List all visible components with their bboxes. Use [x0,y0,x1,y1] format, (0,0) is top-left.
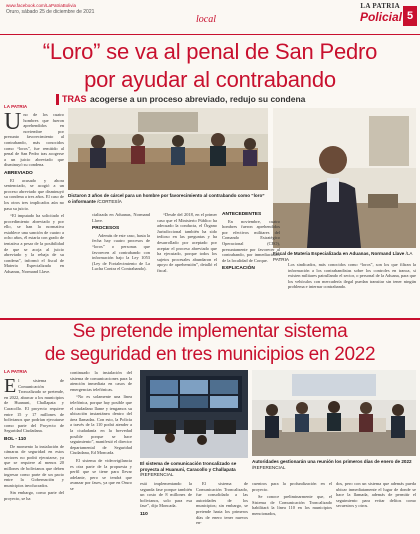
story2-paragraph: está implementando la segunda fase porque también un costo de 8 millones de bolivianos, solo para esa fase”, dijo Moncada. [140,481,192,509]
story1-subheading: ANTECEDENTES [222,212,262,217]
story1-headline-line1: “Loro” se va al penal de San Pedro [42,39,378,64]
issue-date: Oruro, sábado 25 de diciembre de 2021 [6,9,95,15]
story2-paragraph: El sistema de videovigilancia es otra parte de la propuesta y perfil que se tiene para llevar adelante, pero se tendrá que avanzar por fases, ya que en Oruro se [70,457,132,491]
story2-byline: LA PATRIA [4,369,28,374]
story2-headline [10,320,410,366]
story1-subhead: acogerse a un proceso abreviado, redujo su condena [90,94,306,104]
story2-column-3 [140,481,192,532]
story2-column-2 [70,370,132,532]
caption-credit: /REFERENCIAL [252,464,286,470]
story1-subheading: ABREVIADO [4,170,33,176]
story1-byline: LA PATRIA [4,104,28,109]
story2-column-1 [4,378,64,532]
dropcap: U [4,109,22,135]
story1-paragraph: En noviembre, cuatro hombres fueron aprehendidos por efectivos militares del Comando Estratégico Operacional (CEO), presuntamente por favorecer al contrabando, por inmediaciones de la localidad de Corque. [222,218,280,263]
story2-paragraph: El sistema de Comunicación Troncalizado, fue consolidado a las autoridades de los municipios; sin embargo, se pretende hasta los primeros días de enero tener nuevos en- [196,481,248,526]
caption-credit: /LA PATRIA [273,251,413,262]
story1-paragraph: “El imputado ha solicitado el procedimiento abreviado y por ello, se han la normativa establece una sanción de cuatro a ocho años, él estaría con grado de tentativa a pesar de la posibilidad de que se acoja al juicio abreviado y la rebaja de su condena”, informó el fiscal de Materia Especializada en Aduanas, Normand Llave. [4,213,64,275]
page-number: 5 [403,6,417,26]
story1-kicker: TRAS [62,94,87,104]
story2-paragraph: cuentros para la profundización en el proyecto. [252,481,332,492]
story2-subheading: BOL - 110 [4,436,27,442]
story1-photo2-caption [273,251,416,262]
story2-paragraph: dos, pero con un sistema que además pueda ubicar inmediatamente el lugar de donde se hace la llamada, además de permitir el seguimiento para evitar delitos como secuestros y otros. [336,481,416,509]
story2-subheading: 110 [140,511,148,517]
story1-column-5 [288,262,416,292]
caption-text: Fiscal de Materia Especializada en Aduanas, Normand Llave [273,251,405,256]
caption-text: El sistema de comunicación troncalizado se proyecta al Huanuni, Caracollo y Challapata [140,461,237,472]
story1-headline [20,38,400,94]
story1-column-4 [222,212,280,273]
kicker-bar [56,94,59,105]
story2-paragraph: Sin embargo, como parte del proyecto, se ha [4,490,64,501]
caption-credit: /CORTESÍA [97,198,122,204]
story2-photo3-caption [140,461,248,478]
story1-paragraph: cializada en Aduanas, Normand Llave. [92,212,150,223]
story2-headline-line1: Se pretende implementar sistema [72,321,348,342]
story2-photo4-caption [252,459,416,470]
story2-paragraph: De momento la instalación de cámaras de seguridad en estos sectores no podrá ejecutarse, ya que se requiere al menos 20 millones de bolivianos que deben ingresar como parte de un pacto entre la Gobernación y municipios involucrados. [4,443,64,488]
story1-paragraph: El acusado y ahora sentenciado, se acogió a un proceso abreviado que disminuyó su condena a tres años. El caso de los otros tres implicados aún no pasa su juicio. [4,177,64,211]
story2-paragraph: l sistema de Comunicación Troncalizado se pretende, en 2022, abarcar a los municipios de Huanuni, Challapata y Caracollo. El proyecto requiere entre 15 y 17 millones de bolivianos que podrían ejecutarse como parte del Proyecto de Seguridad Ciudadana. [4,378,64,434]
section-label: local [196,14,216,25]
story1-photo1-caption [68,193,268,204]
caption-credit: /REFERENCIAL [140,472,174,478]
story1-subheading: EXPLICACIÓN [222,266,255,272]
story2-column-6 [336,481,416,532]
story2-paragraph: Se conoce preliminarmente que, el Sistema de Comunicación Troncalizado habilitará la línea 110 en los municipios mencionados, [252,494,332,516]
story1-paragraph: Los sindicados, más conocidos como “loros”, son los que filtran la información a los contrabandistas sobre los controles en tranca, si existen militares patrullando el sector, o personal de la Aduana, para que los vehículos con mercadería ilegal puedan transitar sin tener ningún problema e internar contrabando. [288,262,416,290]
story1-photo-fiscal [273,108,416,248]
story2-column-5 [252,481,332,532]
story2-column-4 [196,481,248,532]
story1-paragraph: Además de este caso, hasta la fecha hay cuatro procesos de “loros” o personas que favorecen al contrabando con información bajo la Ley 1053 (Ley de Fortalecimiento de La Lucha Contra el Contrabando). [92,232,150,272]
story2-paragraph: continuado la instalación del sistema de comunicaciones para la atención inmediata en casos de emergencias telefónicas. [70,370,132,392]
story2-photo-control-room [140,370,248,458]
newspaper-brand: LA PATRIA [360,2,400,10]
story1-paragraph: “Desde del 2018, en el primer caso que el Ministerio Público ha adecuado la conducta, el Órgano Jurisdiccional también ha sido tedioso en las preguntas y ha desarrollado por aceptado por aceptar el proceso abreviado que ha ejecutado, porque todos los sujetos procesales abundaron el apoyo de aprehensión”, detalló el fiscal. [157,212,217,273]
caption-text: Dictaron 3 años de cárcel para un hombre por favorecimiento al contrabando como “loro” o informante [68,193,265,204]
story1-column-3 [157,212,217,276]
story1-photo-courtroom [68,108,268,190]
story1-headline-line2: por ayudar al contrabando [84,67,336,92]
story1-paragraph: no de los cuatro hombres que fueron aprehendidos en noviembre por presunto favorecimiento al contrabando, más conocidos como “loros”, fue remitido al penal de San Pedro tras acogerse a un juicio abreviado que disminuyó su condena. [4,112,64,168]
story2-headline-line2: de seguridad en tres municipios en 2022 [44,344,376,365]
story1-subheading: PROCESOS [92,226,120,232]
story2-photo-meeting [252,370,416,456]
social-link[interactable]: www.facebook.com/LaPatriaBolivia [6,3,77,8]
caption-text: Autoridades gestionarán una reunión los primeros días de enero de 2022 [252,459,412,464]
story2-paragraph: “No es solamente una línea telefónica, porque hay posible que el ciudadano llame y tengamos su ubicación instantánea dentro del área llamadas. Con esto, la Policía a través de la 110 podrá atender a la ciudadanía en la brevedad posible porque se hace seguimiento”, manifestó el director departamental de Seguridad Ciudadana, Ed Moncada. [70,394,132,456]
dropcap: E [4,378,17,397]
story1-column-1 [4,109,64,277]
section-brand: Policial [359,10,402,24]
story1-column-2 [92,212,150,274]
